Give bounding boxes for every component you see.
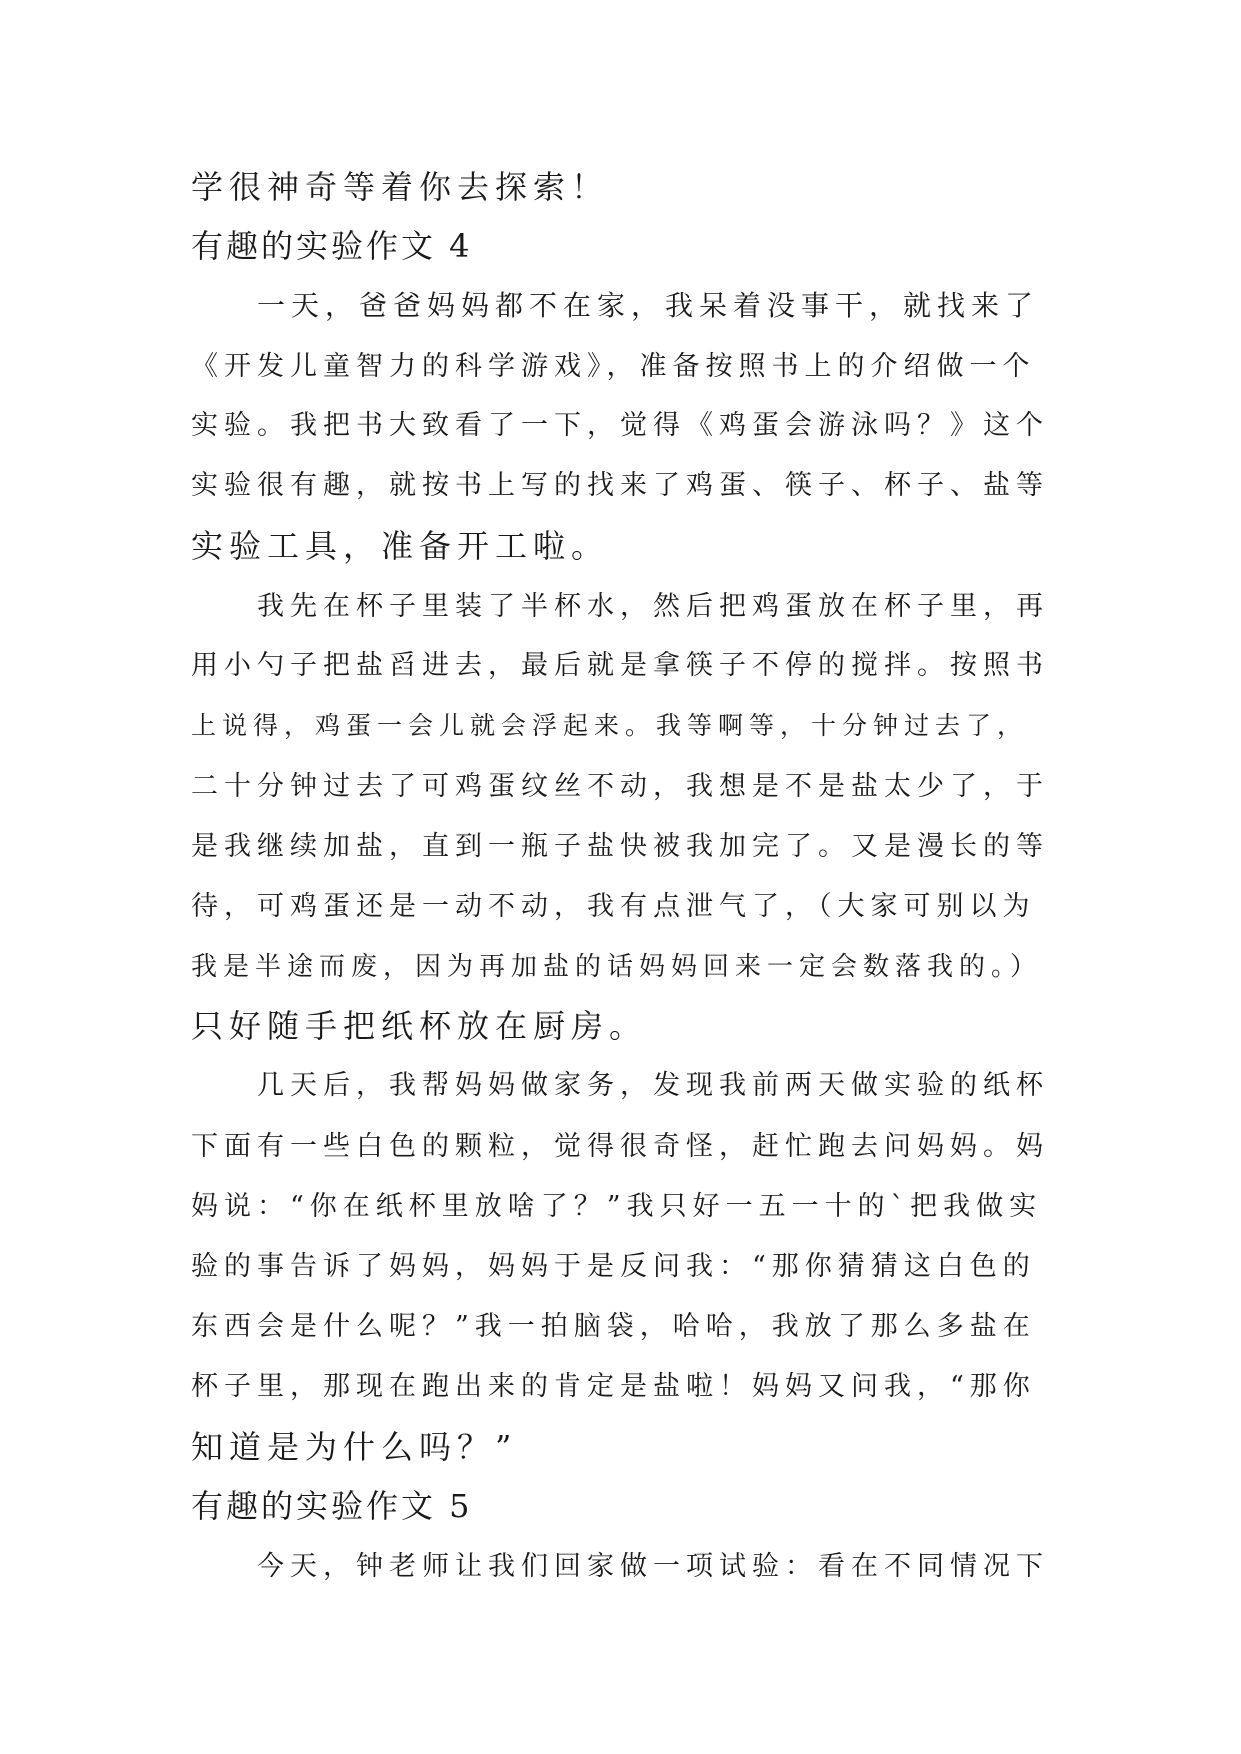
paragraph-line: 验的事告诉了妈妈，妈妈于是反问我：“那你猜猜这白色的 [191,1251,1036,1282]
paragraph-line: 二十分钟过去了可鸡蛋纹丝不动，我想是不是盐太少了，于 [191,771,1049,802]
paragraph-line: 上说得，鸡蛋一会儿就会浮起来。我等啊等，十分钟过去了， [191,711,1029,740]
section-heading: 有趣的实验作文 4 [191,227,473,265]
paragraph-line: 是我继续加盐，直到一瓶子盐快被我加完了。又是漫长的等 [191,831,1049,862]
paragraph-line: 东西会是什么呢？”我一拍脑袋，哈哈，我放了那么多盐在 [191,1311,1036,1342]
paragraph-line: 实验很有趣，就按书上写的找来了鸡蛋、筷子、杯子、盐等 [191,470,1049,501]
paragraph-line: 用小勺子把盐舀进去，最后就是拿筷子不停的搅拌。按照书 [191,650,1049,681]
paragraph-line: 几天后，我帮妈妈做家务，发现我前两天做实验的纸杯 [257,1070,1049,1101]
paragraph-line: 妈说：“你在纸杯里放啥了？”我只好一五一十的`把我做实 [191,1191,1043,1222]
paragraph-line: 知道是为什么吗？” [191,1428,518,1466]
paragraph-line: 《开发儿童智力的科学游戏》，准备按照书上的介绍做一个 [191,351,1036,382]
paragraph-line: 今天，钟老师让我们回家做一项试验：看在不同情况下 [257,1551,1049,1582]
paragraph-line: 待，可鸡蛋还是一动不动，我有点泄气了，（大家可别以为 [191,891,1036,922]
section-heading: 有趣的实验作文 5 [191,1487,473,1525]
paragraph-line: 下面有一些白色的颗粒，觉得很奇怪，赶忙跑去问妈妈。妈 [191,1131,1049,1162]
paragraph-line: 杯子里，那现在跑出来的肯定是盐啦！妈妈又问我，“那你 [191,1371,1036,1402]
paragraph-line: 只好随手把纸杯放在厨房。 [191,1007,648,1045]
paragraph-line: 实验。我把书大致看了一下，觉得《鸡蛋会游泳吗？》这个 [191,410,1049,441]
paragraph-line: 我先在杯子里装了半杯水，然后把鸡蛋放在杯子里，再 [257,591,1049,622]
paragraph-line: 实验工具，准备开工啦。 [191,527,610,565]
paragraph-line: 学很神奇等着你去探索！ [191,168,610,206]
paragraph-line: 我是半途而废，因为再加盐的话妈妈回来一定会数落我的。） [191,952,1043,982]
paragraph-line: 一天，爸爸妈妈都不在家，我呆着没事干，就找来了 [257,289,1040,322]
